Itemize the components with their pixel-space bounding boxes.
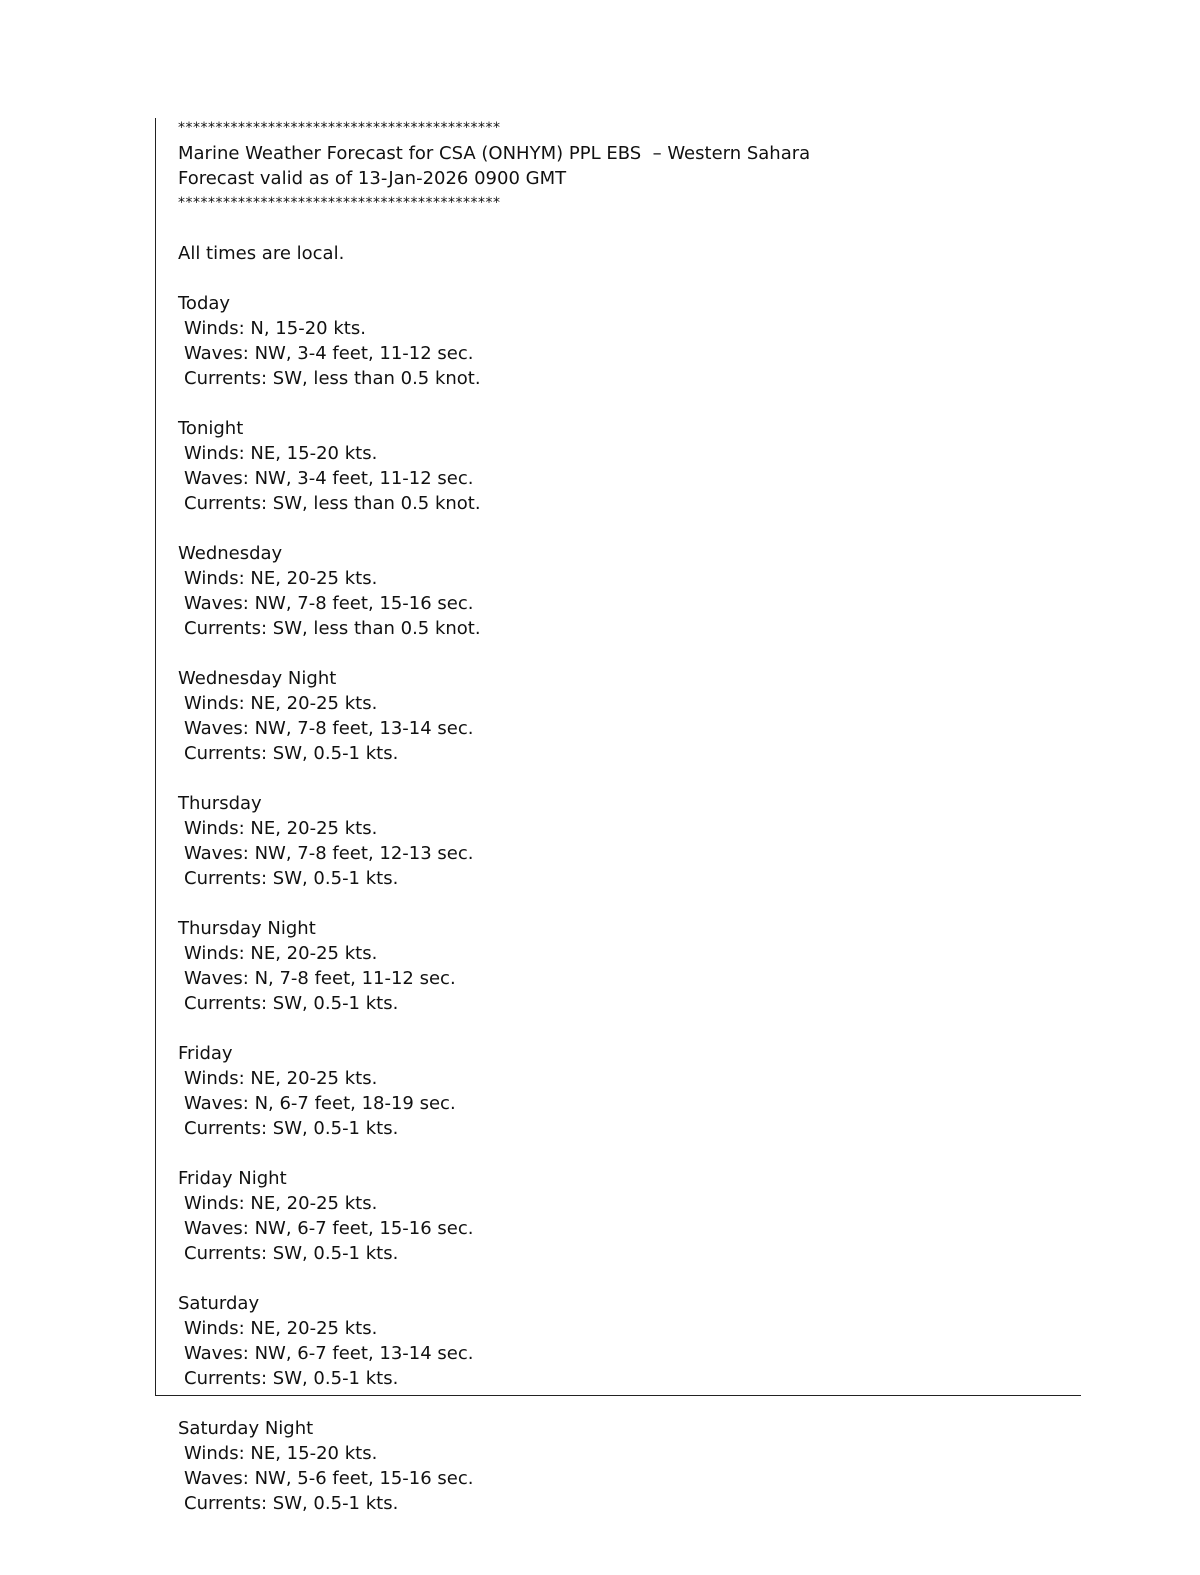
period-winds: Winds: N, 15-20 kts. — [184, 318, 366, 339]
period-name: Saturday Night — [178, 1418, 314, 1439]
period-waves: Waves: NW, 6-7 feet, 13-14 sec. — [184, 1343, 474, 1364]
period-winds: Winds: NE, 20-25 kts. — [184, 943, 378, 964]
period-currents: Currents: SW, 0.5-1 kts. — [184, 743, 399, 764]
period-today — [178, 291, 1078, 416]
period-winds: Winds: NE, 20-25 kts. — [184, 568, 378, 589]
spacer — [178, 641, 1078, 666]
period-waves: Waves: NW, 7-8 feet, 12-13 sec. — [184, 843, 474, 864]
period-winds: Winds: NE, 20-25 kts. — [184, 818, 378, 839]
forecast-valid-time: Forecast valid as of 13-Jan-2026 0900 GMT — [178, 168, 567, 189]
period-currents: Currents: SW, less than 0.5 knot. — [184, 368, 481, 389]
period-name: Wednesday Night — [178, 668, 337, 689]
period-winds: Winds: NE, 15-20 kts. — [184, 1443, 378, 1464]
period-saturday — [178, 1291, 1078, 1416]
period-waves: Waves: N, 7-8 feet, 11-12 sec. — [184, 968, 456, 989]
period-name: Today — [178, 293, 231, 314]
header-stars-top: ******************************************* — [178, 120, 501, 136]
period-friday — [178, 1041, 1078, 1166]
spacer — [178, 1016, 1078, 1041]
times-note: All times are local. — [178, 243, 345, 264]
spacer — [178, 1141, 1078, 1166]
period-currents: Currents: SW, 0.5-1 kts. — [184, 1493, 399, 1514]
header-stars-bottom: ******************************************* — [178, 195, 501, 211]
forecast-title: Marine Weather Forecast for CSA (ONHYM) PPL EBS – Western Sahara — [178, 143, 811, 164]
spacer — [178, 1266, 1078, 1291]
spacer — [178, 766, 1078, 791]
period-saturday-night — [178, 1416, 1078, 1516]
period-winds: Winds: NE, 15-20 kts. — [184, 443, 378, 464]
period-currents: Currents: SW, less than 0.5 knot. — [184, 618, 481, 639]
period-winds: Winds: NE, 20-25 kts. — [184, 1318, 378, 1339]
spacer — [178, 891, 1078, 916]
period-wednesday — [178, 541, 1078, 666]
period-thursday-night — [178, 916, 1078, 1041]
period-name: Wednesday — [178, 543, 283, 564]
period-friday-night — [178, 1166, 1078, 1291]
spacer — [178, 266, 1078, 291]
period-waves: Waves: NW, 7-8 feet, 13-14 sec. — [184, 718, 474, 739]
spacer — [178, 516, 1078, 541]
period-currents: Currents: SW, 0.5-1 kts. — [184, 868, 399, 889]
left-margin-rule — [155, 118, 156, 1396]
spacer — [178, 1391, 1078, 1416]
period-winds: Winds: NE, 20-25 kts. — [184, 693, 378, 714]
period-name: Saturday — [178, 1293, 260, 1314]
period-waves: Waves: NW, 3-4 feet, 11-12 sec. — [184, 468, 474, 489]
period-name: Thursday — [178, 793, 262, 814]
period-name: Thursday Night — [178, 918, 316, 939]
period-name: Tonight — [178, 418, 244, 439]
period-currents: Currents: SW, less than 0.5 knot. — [184, 493, 481, 514]
period-currents: Currents: SW, 0.5-1 kts. — [184, 993, 399, 1014]
period-name: Friday — [178, 1043, 233, 1064]
period-winds: Winds: NE, 20-25 kts. — [184, 1193, 378, 1214]
period-waves: Waves: NW, 5-6 feet, 15-16 sec. — [184, 1468, 474, 1489]
period-winds: Winds: NE, 20-25 kts. — [184, 1068, 378, 1089]
period-currents: Currents: SW, 0.5-1 kts. — [184, 1243, 399, 1264]
period-thursday — [178, 791, 1078, 916]
spacer — [178, 216, 1078, 241]
period-tonight — [178, 416, 1078, 541]
period-wednesday-night — [178, 666, 1078, 791]
period-currents: Currents: SW, 0.5-1 kts. — [184, 1118, 399, 1139]
spacer — [178, 391, 1078, 416]
period-waves: Waves: NW, 7-8 feet, 15-16 sec. — [184, 593, 474, 614]
period-waves: Waves: NW, 6-7 feet, 15-16 sec. — [184, 1218, 474, 1239]
forecast-document — [178, 116, 1078, 1516]
period-waves: Waves: NW, 3-4 feet, 11-12 sec. — [184, 343, 474, 364]
period-currents: Currents: SW, 0.5-1 kts. — [184, 1368, 399, 1389]
period-name: Friday Night — [178, 1168, 287, 1189]
period-waves: Waves: N, 6-7 feet, 18-19 sec. — [184, 1093, 456, 1114]
